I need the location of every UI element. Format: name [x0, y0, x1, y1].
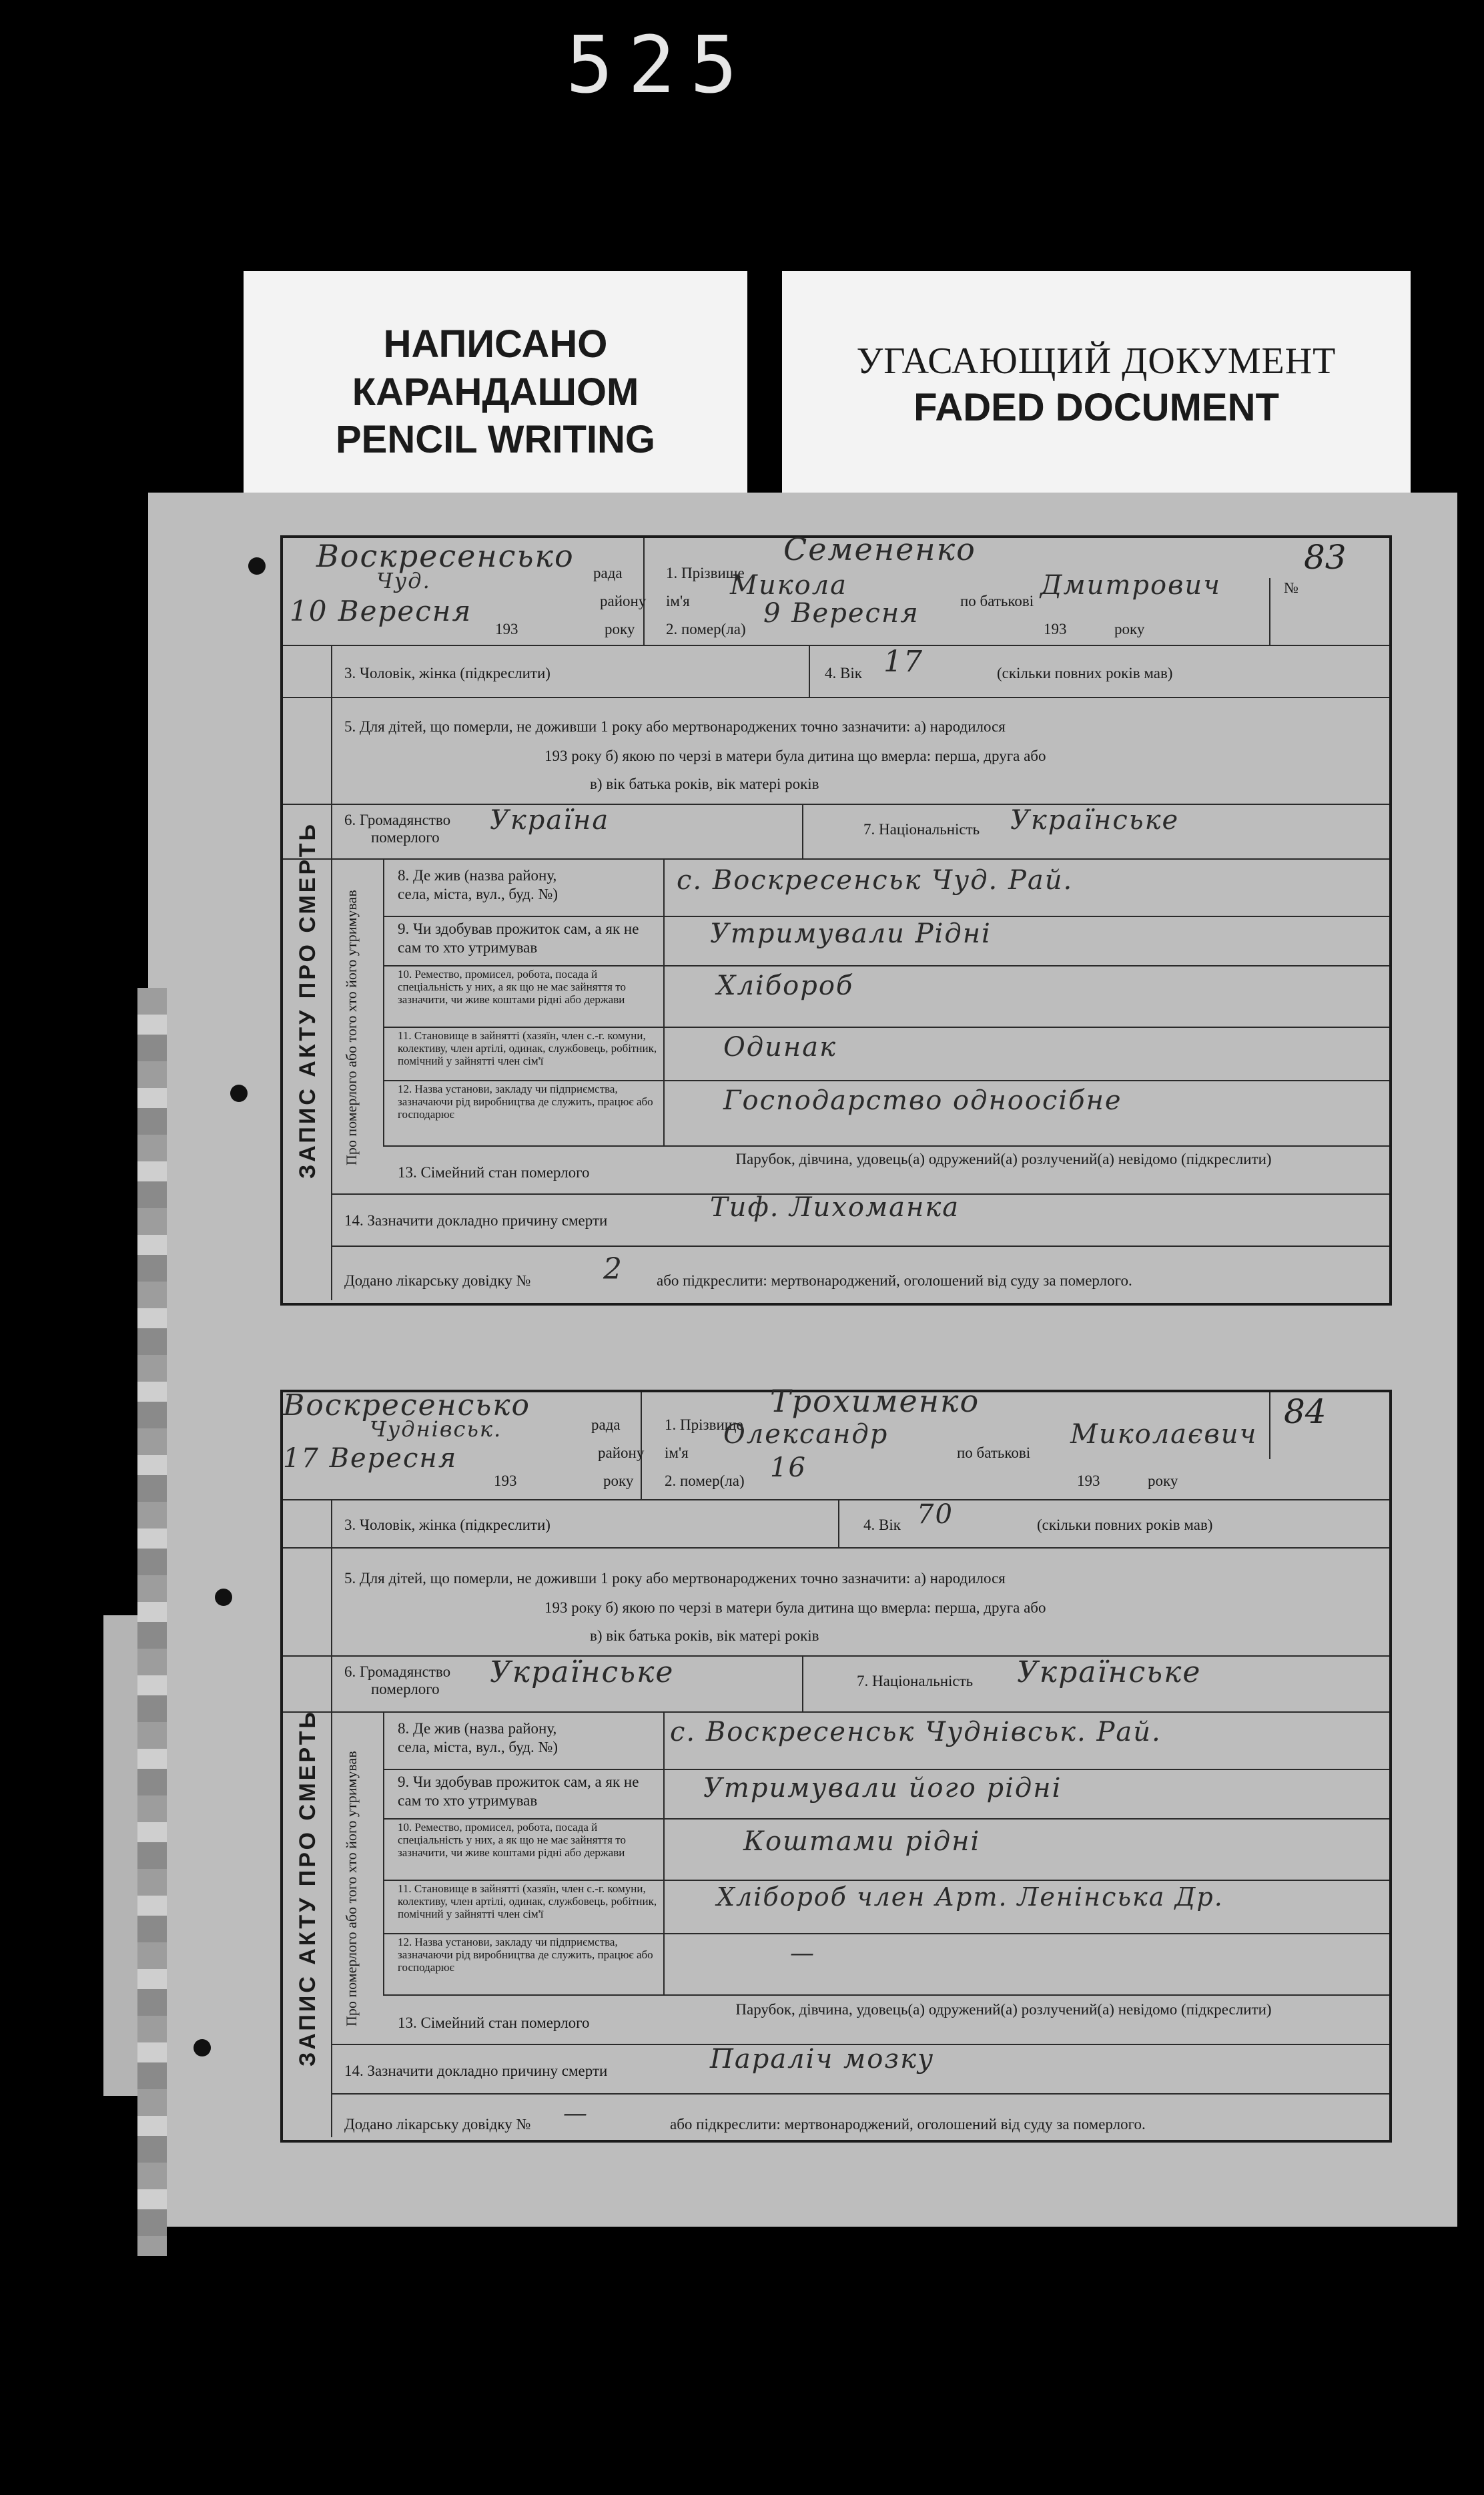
died-value: 16	[770, 1452, 807, 1483]
row-divider	[383, 1818, 1389, 1820]
residence-value: с. Воскресенськ Чуднівськ. Рай.	[670, 1717, 1162, 1747]
label-ru: УГАСАЮЩИЙ ДОКУМЕНТ	[856, 340, 1337, 382]
died-label: 2. помер(ла)	[665, 1472, 745, 1489]
died-year: 193	[1044, 621, 1067, 637]
patronymic-value: Дмитрович	[1040, 570, 1221, 601]
divider	[383, 1711, 384, 1994]
f13-options: Парубок, дівчина, удовець(а) одружений(а) розлучений(а) невідомо (підкреслити)	[735, 2001, 1272, 2018]
f3-label: 3. Чоловік, жінка (підкреслити)	[344, 665, 550, 681]
f4-label: 4. Вік	[863, 1516, 901, 1533]
death-record-1	[280, 531, 1392, 1306]
age-value: 70	[917, 1499, 954, 1530]
f4-tail: (скільки повних років мав)	[1037, 1516, 1213, 1533]
f9-label: 9. Чи здобував прожиток сам, а як не сам то хто утримував	[398, 1773, 639, 1809]
f5-c: в) вік батька років, вік матері років	[590, 776, 819, 792]
pencil-writing-label	[244, 271, 747, 493]
punch-hole	[248, 557, 266, 575]
punch-hole	[230, 1085, 248, 1102]
row-divider	[283, 697, 1389, 698]
f9-label: 9. Чи здобував прожиток сам, а як не сам то хто утримував	[398, 920, 639, 956]
f5-c: в) вік батька років, вік матері років	[590, 1627, 819, 1644]
f5-b: 193 року б) якою по черзі в матери була дитина що вмерла: перша, друга або	[544, 1599, 1046, 1616]
divider	[663, 1711, 665, 1994]
row-divider	[383, 916, 1389, 917]
divider	[383, 858, 384, 1145]
f13-options: Парубок, дівчина, удовець(а) одружений(а) розлучений(а) невідомо (підкреслити)	[735, 1151, 1272, 1167]
f8-label: 8. Де жив (назва району, села, міста, вул., буд. №)	[398, 1720, 559, 1755]
certificate-tail: або підкреслити: мертвонароджений, оголошений від суду за померлого.	[670, 2116, 1146, 2133]
certificate-label: Додано лікарську довідку №	[344, 2116, 531, 2133]
frame-number: 525	[566, 19, 753, 111]
citizenship-value: Українське	[490, 1655, 675, 1689]
row-divider	[283, 1711, 1389, 1713]
f10-label: 10. Ремество, промисел, робота, посада й спеціальність у них, а як що не має зайняття то зазначити, чи живе коштами рідні або держави	[398, 1821, 626, 1859]
f5-b: 193 року б) якою по черзі в матери була дитина що вмерла: перша, друга або	[544, 748, 1046, 764]
name-label: ім'я	[666, 593, 690, 609]
row-divider	[331, 1245, 1389, 1247]
nationality-value: Українське	[1017, 1655, 1202, 1689]
patronymic-label: по батькові	[960, 593, 1034, 609]
row-divider	[283, 1499, 1389, 1500]
f10-label: 10. Ремество, промисел, робота, посада й спеціальність у них, а як що не має зайняття то зазначити, чи живе коштами рідні або держави	[398, 968, 626, 1006]
sheet-torn-edge	[137, 988, 167, 2256]
f3-label: 3. Чоловік, жінка (підкреслити)	[344, 1516, 550, 1533]
surname-label: 1. Прізвище	[665, 1416, 743, 1433]
row-divider	[383, 1145, 1389, 1147]
rada-label: рада	[591, 1416, 621, 1433]
f5-a: 5. Для дітей, що померли, не доживши 1 року або мертвонароджених точно зазначити: а) народилося	[344, 1570, 1006, 1587]
row-divider	[283, 804, 1389, 805]
support-value: Утримували його рідні	[703, 1773, 1062, 1804]
rada-value: Воскресенсько	[316, 538, 575, 574]
f8-label: 8. Де жив (назва району, села, міста, вул., буд. №)	[398, 867, 559, 902]
divider	[643, 538, 645, 645]
divider	[663, 858, 665, 1145]
f11-label: 11. Становище в зайнятті (хазяїн, член с.-г. комуни, колективу, член артілі, одинак, службовець, робітник, помічний у зайнятті член сім'ї	[398, 1882, 657, 1920]
died-roku: року	[1114, 621, 1145, 637]
cause-value: Тиф. Лихоманка	[710, 1192, 960, 1223]
status-value: Одинак	[723, 1032, 837, 1063]
cause-value: Параліч мозку	[710, 2044, 935, 2074]
record-number: 83	[1304, 538, 1347, 577]
record-number: 84	[1284, 1392, 1327, 1431]
died-roku: року	[1148, 1472, 1178, 1489]
divider	[838, 1499, 839, 1547]
f4-tail: (скільки повних років мав)	[997, 665, 1173, 681]
f12-label: 12. Назва установи, закладу чи підприємства, зазначаючи рід виробництва де служить, працює або господарює	[398, 1936, 653, 1974]
certificate-label: Додано лікарську довідку №	[344, 1272, 531, 1289]
institution-value: Господарство одноосібне	[723, 1085, 1122, 1116]
rada-value: Воскресенсько	[283, 1388, 530, 1422]
f6-label: 6. Громадянство	[344, 1663, 451, 1680]
punch-hole	[215, 1589, 232, 1606]
roku-label: року	[603, 1472, 634, 1489]
faded-document-label	[782, 271, 1411, 493]
divider	[802, 804, 803, 858]
label-ru-line1: НАПИСАНО	[383, 322, 608, 366]
side-subtitle: Про померлого або того хто його утримував	[343, 1751, 360, 2026]
died-year: 193	[1077, 1472, 1100, 1489]
f6b-label: померлого	[371, 829, 440, 846]
row-divider	[383, 1080, 1389, 1081]
date-value: 17 Вересня	[283, 1443, 458, 1474]
number-label: №	[1284, 579, 1298, 596]
f6-label: 6. Громадянство	[344, 812, 451, 828]
side-title: ЗАПИС АКТУ ПРО СМЕРТЬ	[295, 822, 320, 1179]
surname-label: 1. Прізвище	[666, 565, 745, 581]
row-divider	[283, 1655, 1389, 1657]
rayon-label: району	[600, 593, 647, 609]
death-record-2	[280, 1383, 1392, 2143]
name-value: Олександр	[723, 1419, 889, 1450]
f12-label: 12. Назва установи, закладу чи підприємства, зазначаючи рід виробництва де служить, працює або господарює	[398, 1083, 653, 1121]
rada-label: рада	[593, 565, 623, 581]
rayon-value: Чуд.	[376, 568, 431, 593]
f6b-label: померлого	[371, 1681, 440, 1697]
label-en: PENCIL WRITING	[335, 418, 656, 461]
divider	[331, 1499, 332, 2137]
f7-label: 7. Національність	[863, 821, 980, 838]
roku-label: року	[605, 621, 635, 637]
institution-value: —	[790, 1940, 815, 1967]
patronymic-value: Миколаєвич	[1070, 1419, 1258, 1450]
f13-label: 13. Сімейний стан померлого	[398, 2014, 590, 2031]
name-value: Микола	[730, 570, 848, 601]
divider	[1269, 578, 1270, 645]
row-divider	[283, 1547, 1389, 1549]
surname-value: Трохименко	[770, 1383, 980, 1419]
row-divider	[383, 1994, 1389, 1996]
row-divider	[383, 965, 1389, 966]
row-divider	[383, 1880, 1389, 1881]
row-divider	[383, 1933, 1389, 1934]
occupation-value: Коштами рідні	[743, 1826, 981, 1857]
row-divider	[283, 645, 1389, 646]
died-label: 2. помер(ла)	[666, 621, 746, 637]
rayon-value: Чуднівськ.	[370, 1416, 502, 1442]
divider	[641, 1392, 642, 1499]
label-ru-line2: КАРАНДАШОМ	[352, 370, 639, 414]
row-divider	[383, 1027, 1389, 1028]
divider	[809, 645, 810, 697]
residence-value: с. Воскресенськ Чуд. Рай.	[677, 865, 1074, 896]
patronymic-label: по батькові	[957, 1444, 1031, 1461]
nationality-value: Українське	[1010, 805, 1180, 836]
citizenship-value: Україна	[490, 805, 610, 836]
support-value: Утримували Рідні	[710, 918, 992, 949]
f5-a: 5. Для дітей, що померли, не доживши 1 року або мертвонароджених точно зазначити: а) народилося	[344, 718, 1006, 735]
year-label: 193	[494, 1472, 517, 1489]
f4-label: 4. Вік	[825, 665, 862, 681]
name-label: ім'я	[665, 1444, 689, 1461]
f11-label: 11. Становище в зайнятті (хазяїн, член с.-г. комуни, колективу, член артілі, одинак, службовець, робітник, помічний у зайнятті член сім'ї	[398, 1029, 657, 1067]
certificate-value: —	[563, 2100, 589, 2127]
rayon-label: району	[598, 1444, 645, 1461]
f13-label: 13. Сімейний стан померлого	[398, 1164, 590, 1181]
divider	[331, 645, 332, 1300]
punch-hole	[194, 2039, 211, 2056]
row-divider	[383, 1769, 1389, 1770]
status-value: Хлібороб член Арт. Ленінська Др.	[717, 1882, 1224, 1912]
side-subtitle: Про померлого або того хто його утримував	[343, 890, 360, 1165]
certificate-tail: або підкреслити: мертвонароджений, оголошений від суду за померлого.	[657, 1272, 1132, 1289]
divider	[1269, 1392, 1270, 1459]
year-label: 193	[495, 621, 518, 637]
row-divider	[331, 2093, 1389, 2095]
date-value: 10 Вересня	[290, 595, 472, 627]
side-title: ЗАПИС АКТУ ПРО СМЕРТЬ	[295, 1709, 320, 2066]
certificate-value: 2	[603, 1252, 623, 1286]
f14-label: 14. Зазначити докладно причину смерти	[344, 1212, 608, 1229]
surname-value: Семененко	[783, 531, 976, 567]
occupation-value: Хлібороб	[717, 971, 854, 1001]
f14-label: 14. Зазначити докладно причину смерти	[344, 2062, 608, 2079]
f7-label: 7. Національність	[857, 1673, 974, 1689]
label-en: FADED DOCUMENT	[913, 386, 1279, 429]
divider	[802, 1655, 803, 1711]
age-value: 17	[883, 645, 923, 679]
row-divider	[283, 858, 1389, 860]
died-value: 9 Вересня	[763, 598, 919, 629]
